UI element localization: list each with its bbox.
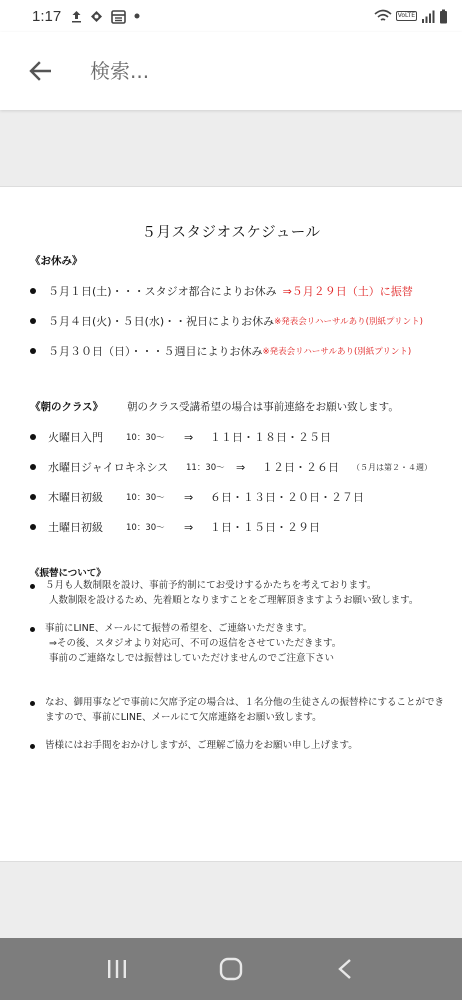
holiday-rehearsal-note: ※発表会リハーサルあり(別紙プリント): [274, 317, 423, 327]
class-extra: （５月は第２・４週）: [352, 462, 432, 472]
bullet-icon: [30, 288, 36, 294]
battery-icon: [439, 9, 448, 24]
wifi-icon: [374, 9, 392, 23]
bullet-icon: [30, 701, 35, 706]
class-name: 水曜日ジャイロキネシス: [48, 461, 169, 474]
bullet-icon: [30, 318, 36, 324]
schedule-document: [0, 186, 462, 862]
note-line: なお、御用事などで事前に欠席予定の場合は、１名分他の生徒さんの振替枠にすることができ: [45, 697, 445, 708]
class-dates: １日・１５日・２９日: [210, 521, 320, 534]
note-line: ５月も人数制限を設け、事前予約制にてお受けするかたちを考えております。: [45, 580, 377, 591]
class-item: [30, 489, 364, 505]
morning-note: 朝のクラス受講希望の場合は事前連絡をお願い致します。: [127, 401, 399, 413]
class-item: [30, 459, 432, 475]
holiday-text: ５月３０日（日）・・・５週目によりお休み: [48, 345, 263, 358]
class-arrow: ⇒: [236, 460, 246, 474]
back-icon[interactable]: [325, 949, 365, 989]
transfer-heading: 《振替について》: [30, 568, 106, 579]
status-bar: [0, 0, 462, 32]
class-time: 10：30～: [126, 493, 165, 503]
transfer-note: [30, 578, 418, 608]
upload-icon: [71, 10, 82, 23]
bullet-icon: [30, 524, 36, 530]
signal-icon: [421, 10, 435, 23]
note-line: 事前のご連絡なしでは振替はしていただけませんのでご注意下さい: [49, 653, 335, 664]
recent-apps-icon[interactable]: [97, 949, 137, 989]
holiday-text: ５月４日(火)・５日(水)・・祝日によりお休み: [48, 315, 275, 328]
class-dates: １１日・１８日・２５日: [210, 431, 331, 444]
note-line: 事前にLINE、メールにて振替の希望を、ご連絡いただきます。: [45, 623, 313, 634]
holiday-text: ５月１日(土)・・・スタジオ都合によりお休み: [48, 285, 277, 298]
bullet-icon: [30, 584, 35, 589]
bullet-icon: [30, 744, 35, 749]
bullet-icon: [30, 348, 36, 354]
holiday-transfer-note: ⇒５月２９日（土）に振替: [282, 285, 413, 298]
morning-heading: 《朝のクラス》: [30, 401, 104, 413]
note-line: 皆様にはお手間をおかけしますが、ご理解ご協力をお願い申し上げます。: [45, 740, 358, 751]
bullet-icon: [30, 464, 36, 470]
photo-icon: [90, 10, 103, 23]
transfer-note: [30, 738, 358, 753]
class-arrow: ⇒: [184, 430, 194, 444]
dot-icon: [134, 13, 140, 19]
holiday-rehearsal-note: ※発表会リハーサルあり(別紙プリント): [262, 347, 412, 357]
transfer-note: [30, 695, 444, 725]
system-nav-bar: [0, 938, 462, 1000]
note-line: ますので、事前にLINE、メールにて欠席連絡をお願い致します。: [45, 712, 322, 723]
volte-icon: VoLTE: [397, 12, 415, 19]
search-header: [0, 32, 462, 110]
calendar-icon: [111, 9, 126, 24]
class-dates: １２日・２６日: [262, 461, 339, 474]
document-title: ５月スタジオスケジュール: [141, 225, 321, 241]
holidays-heading: 《お休み》: [30, 255, 83, 267]
status-time: 1:17: [32, 7, 62, 25]
class-time: 10：30～: [126, 523, 165, 533]
class-item: [30, 429, 331, 445]
class-name: 土曜日初級: [48, 521, 103, 534]
bullet-icon: [30, 494, 36, 500]
holiday-item: [30, 313, 423, 329]
class-item: [30, 519, 320, 535]
class-arrow: ⇒: [184, 490, 194, 504]
class-dates: ６日・１３日・２０日・２７日: [210, 491, 364, 504]
bullet-icon: [30, 434, 36, 440]
class-name: 木曜日初級: [48, 491, 103, 504]
holiday-item: [30, 343, 411, 359]
back-arrow-icon[interactable]: [20, 51, 60, 91]
class-name: 火曜日入門: [48, 431, 103, 444]
transfer-note: [30, 621, 341, 666]
search-input[interactable]: [90, 59, 410, 83]
holiday-item: [30, 283, 413, 299]
class-arrow: ⇒: [184, 520, 194, 534]
note-line: 人数制限を設けるため、先着順となりますことをご理解頂きますようお願い致します。: [49, 595, 419, 606]
home-icon[interactable]: [211, 949, 251, 989]
class-time: 10：30～: [126, 433, 165, 443]
class-time: 11：30～: [186, 463, 225, 473]
bullet-icon: [30, 627, 35, 632]
note-line: ⇒その後、スタジオより対応可、不可の返信をさせていただきます。: [49, 638, 342, 649]
